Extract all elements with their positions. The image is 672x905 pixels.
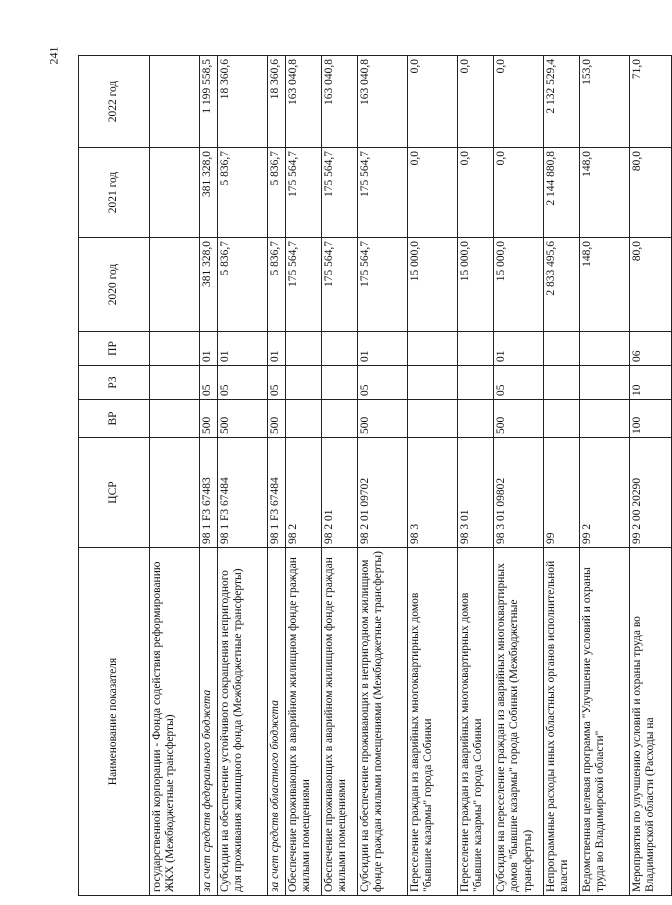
budget-table bbox=[78, 55, 672, 896]
cell-2022: 2 132 529,4 bbox=[544, 56, 580, 148]
cell-2021: 148,0 bbox=[580, 148, 630, 238]
cell-pr bbox=[150, 332, 200, 366]
cell-2022: 153,0 bbox=[580, 56, 630, 148]
cell-csr: 98 3 01 bbox=[458, 438, 494, 548]
cell-rz: 10 bbox=[630, 366, 672, 400]
cell-pr bbox=[458, 332, 494, 366]
table-row bbox=[200, 56, 218, 896]
cell-2022: 18 360,6 bbox=[218, 56, 268, 148]
cell-rz: 05 bbox=[218, 366, 268, 400]
cell-csr: 98 1 F3 67483 bbox=[200, 438, 218, 548]
cell-rz: 05 bbox=[358, 366, 408, 400]
cell-2022: 18 360,6 bbox=[268, 56, 286, 148]
cell-pr: 01 bbox=[218, 332, 268, 366]
cell-vr: 500 bbox=[200, 400, 218, 438]
cell-csr: 98 2 bbox=[286, 438, 322, 548]
cell-2021: 0,0 bbox=[494, 148, 544, 238]
cell-2020: 175 564,7 bbox=[322, 238, 358, 332]
cell-vr: 500 bbox=[268, 400, 286, 438]
cell-pr: 01 bbox=[358, 332, 408, 366]
cell-rz bbox=[150, 366, 200, 400]
cell-name: Непрограммные расходы иных областных органов исполнительной власти bbox=[544, 548, 580, 896]
table-row bbox=[286, 56, 322, 896]
header-2022: 2022 год bbox=[79, 56, 150, 148]
cell-csr: 98 3 bbox=[408, 438, 458, 548]
cell-csr: 99 2 bbox=[580, 438, 630, 548]
cell-name: Обеспечение проживающих в аварийном жилищном фонде граждан жилыми помещениями bbox=[286, 548, 322, 896]
cell-csr: 99 bbox=[544, 438, 580, 548]
cell-2020: 15 000,0 bbox=[408, 238, 458, 332]
cell-name: за счет средств областного бюджета bbox=[268, 548, 286, 896]
cell-name: Переселение граждан из аварийных многоквартирных домов "бывшие казармы" города Собинки bbox=[408, 548, 458, 896]
cell-csr: 98 2 01 09702 bbox=[358, 438, 408, 548]
cell-2021: 175 564,7 bbox=[286, 148, 322, 238]
cell-vr: 500 bbox=[218, 400, 268, 438]
cell-vr bbox=[408, 400, 458, 438]
cell-2022: 0,0 bbox=[494, 56, 544, 148]
cell-2021: 0,0 bbox=[458, 148, 494, 238]
cell-name: Субсидия на переселение граждан из аварийных многоквартирных домов "бывшие казармы" города Собинки (Межбюджетные трансферты) bbox=[494, 548, 544, 896]
cell-rz bbox=[544, 366, 580, 400]
cell-2020 bbox=[150, 238, 200, 332]
cell-2020: 381 328,0 bbox=[200, 238, 218, 332]
cell-2020: 80,0 bbox=[630, 238, 672, 332]
cell-name: Субсидии на обеспечение проживающих в непригодном жилищном фонде граждан жилыми помещениями (Межбюджетные трансферты) bbox=[358, 548, 408, 896]
table-row bbox=[580, 56, 630, 896]
table-row bbox=[268, 56, 286, 896]
cell-vr bbox=[580, 400, 630, 438]
cell-csr bbox=[150, 438, 200, 548]
cell-2020: 148,0 bbox=[580, 238, 630, 332]
cell-pr bbox=[408, 332, 458, 366]
cell-2020: 5 836,7 bbox=[218, 238, 268, 332]
cell-2022: 0,0 bbox=[458, 56, 494, 148]
cell-vr bbox=[150, 400, 200, 438]
cell-csr: 98 1 F3 67484 bbox=[218, 438, 268, 548]
cell-name: Субсидии на обеспечение устойчивого сокращения непригодного для проживания жилищного фонда (Межбюджетные трансферты) bbox=[218, 548, 268, 896]
table-header-row bbox=[79, 56, 150, 896]
cell-rz: 05 bbox=[200, 366, 218, 400]
cell-rz bbox=[458, 366, 494, 400]
cell-2021: 381 328,0 bbox=[200, 148, 218, 238]
cell-2022: 163 040,8 bbox=[322, 56, 358, 148]
cell-2020: 175 564,7 bbox=[286, 238, 322, 332]
cell-rz: 05 bbox=[494, 366, 544, 400]
cell-2022: 1 199 558,5 bbox=[200, 56, 218, 148]
cell-csr: 98 2 01 bbox=[322, 438, 358, 548]
cell-pr: 01 bbox=[200, 332, 218, 366]
cell-rz bbox=[580, 366, 630, 400]
cell-2021: 80,0 bbox=[630, 148, 672, 238]
cell-vr bbox=[458, 400, 494, 438]
table-row bbox=[150, 56, 200, 896]
page-number-text: 241 bbox=[46, 46, 61, 64]
cell-2020: 2 833 495,6 bbox=[544, 238, 580, 332]
cell-pr: 01 bbox=[268, 332, 286, 366]
cell-2020: 175 564,7 bbox=[358, 238, 408, 332]
cell-csr: 99 2 00 20290 bbox=[630, 438, 672, 548]
table-body bbox=[150, 56, 672, 896]
cell-2022: 0,0 bbox=[408, 56, 458, 148]
header-csr: ЦСР bbox=[79, 438, 150, 548]
cell-vr: 500 bbox=[358, 400, 408, 438]
cell-pr bbox=[544, 332, 580, 366]
cell-pr: 01 bbox=[494, 332, 544, 366]
header-vr: ВР bbox=[79, 400, 150, 438]
table-row bbox=[494, 56, 544, 896]
table-row bbox=[322, 56, 358, 896]
cell-vr bbox=[322, 400, 358, 438]
table-row bbox=[218, 56, 268, 896]
cell-csr: 98 3 01 09802 bbox=[494, 438, 544, 548]
cell-csr: 98 1 F3 67484 bbox=[268, 438, 286, 548]
cell-vr bbox=[286, 400, 322, 438]
cell-2021 bbox=[150, 148, 200, 238]
cell-rz bbox=[286, 366, 322, 400]
rotated-page bbox=[78, 56, 657, 896]
cell-2021: 175 564,7 bbox=[322, 148, 358, 238]
header-2020: 2020 год bbox=[79, 238, 150, 332]
cell-rz bbox=[322, 366, 358, 400]
header-2021: 2021 год bbox=[79, 148, 150, 238]
header-rz: РЗ bbox=[79, 366, 150, 400]
cell-2020: 15 000,0 bbox=[494, 238, 544, 332]
cell-rz: 05 bbox=[268, 366, 286, 400]
cell-vr bbox=[544, 400, 580, 438]
cell-vr: 100 bbox=[630, 400, 672, 438]
cell-name: Ведомственная целевая программа "Улучшение условий и охраны труда во Владимирской области" bbox=[580, 548, 630, 896]
cell-2022 bbox=[150, 56, 200, 148]
cell-2020: 5 836,7 bbox=[268, 238, 286, 332]
cell-2021: 2 144 880,8 bbox=[544, 148, 580, 238]
cell-name: Обеспечение проживающих в аварийном жилищном фонде граждан жилыми помещениями bbox=[322, 548, 358, 896]
cell-2022: 71,0 bbox=[630, 56, 672, 148]
page-number bbox=[44, 30, 64, 80]
cell-2021: 5 836,7 bbox=[268, 148, 286, 238]
table-row bbox=[408, 56, 458, 896]
table-row bbox=[544, 56, 580, 896]
cell-pr bbox=[286, 332, 322, 366]
cell-2022: 163 040,8 bbox=[286, 56, 322, 148]
table-row bbox=[358, 56, 408, 896]
cell-pr bbox=[580, 332, 630, 366]
header-name: Наименование показателя bbox=[79, 548, 150, 896]
cell-rz bbox=[408, 366, 458, 400]
header-pr: ПР bbox=[79, 332, 150, 366]
rotated-page-frame bbox=[78, 56, 657, 896]
cell-pr bbox=[322, 332, 358, 366]
cell-name: за счет средств федерального бюджета bbox=[200, 548, 218, 896]
cell-vr: 500 bbox=[494, 400, 544, 438]
cell-2022: 163 040,8 bbox=[358, 56, 408, 148]
cell-2021: 5 836,7 bbox=[218, 148, 268, 238]
cell-name: государственной корпорации - Фонда содействия реформированию ЖКХ (Межбюджетные трансферты) bbox=[150, 548, 200, 896]
table-row bbox=[630, 56, 672, 896]
cell-name: Переселение граждан из аварийных многоквартирных домов "бывшие казармы" города Собинки bbox=[458, 548, 494, 896]
table-row bbox=[458, 56, 494, 896]
cell-2021: 175 564,7 bbox=[358, 148, 408, 238]
cell-pr: 06 bbox=[630, 332, 672, 366]
cell-2021: 0,0 bbox=[408, 148, 458, 238]
cell-name: Мероприятия по улучшению условий и охраны труда во Владимирской области (Расходы на bbox=[630, 548, 672, 896]
cell-2020: 15 000,0 bbox=[458, 238, 494, 332]
